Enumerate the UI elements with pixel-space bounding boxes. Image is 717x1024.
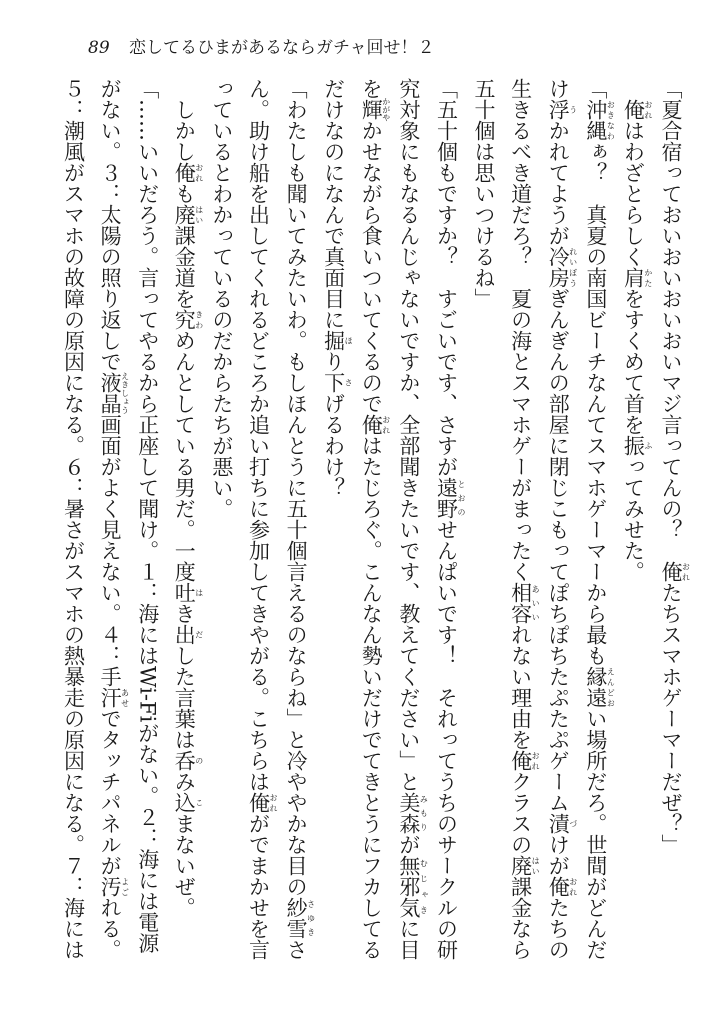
text-run: 「 — [583, 78, 608, 99]
text-run: み — [172, 771, 197, 792]
furigana: とおの — [456, 477, 466, 519]
furigana: おれ — [643, 99, 653, 120]
ruby-word: 美森みもり — [396, 792, 429, 834]
ruby-word: 汚よご — [98, 876, 130, 897]
furigana: きわ — [194, 309, 204, 330]
text-run: け — [546, 78, 571, 99]
text-run: 課金道を — [172, 225, 197, 309]
text-run: けが — [546, 834, 571, 876]
text-run: れない理由を — [508, 624, 533, 750]
furigana: う — [568, 99, 578, 120]
text-line — [92, 78, 130, 978]
text-run: ん。助け船を出してくれるどころか追い打ちに参加してきやがる。こちらは — [246, 78, 271, 792]
text-run: げるわけ？ — [321, 393, 346, 498]
text-run: がない。３：太陽の照り返しで — [98, 78, 123, 372]
ruby-word: 俺おれ — [659, 561, 691, 582]
ruby-word: 下さ — [321, 372, 354, 393]
ruby-word: 俺おれ — [359, 414, 391, 435]
furigana: えんどお — [606, 666, 616, 708]
text-run: 課金なら — [508, 876, 533, 960]
ruby-word: 紗雪さゆき — [284, 897, 316, 939]
furigana: ふ — [643, 435, 653, 456]
furigana: おれ — [381, 414, 391, 435]
ruby-word: 俺おれ — [621, 99, 653, 120]
furigana: こ — [194, 792, 204, 813]
furigana: あいい — [531, 582, 541, 624]
ruby-word: 無邪気むじゃき — [396, 855, 429, 918]
furigana: かがや — [381, 97, 391, 122]
ruby-word: 究きわ — [172, 309, 204, 330]
ruby-word: 吐は — [172, 582, 204, 603]
ruby-word: 沖縄おきなわ — [583, 99, 616, 141]
text-run: 五十個は思いつけるね」 — [472, 78, 497, 309]
text-run: かせながら食いついてくるので — [359, 120, 384, 414]
ruby-word: 廃はい — [172, 204, 204, 225]
text-run: っているとわかっているのだからたちが悪い。 — [209, 78, 234, 519]
text-line — [615, 78, 653, 978]
running-header — [88, 33, 435, 58]
furigana: えきしょう — [120, 372, 130, 414]
text-run: クラスの — [508, 771, 533, 855]
text-run: に目 — [396, 918, 421, 960]
ruby-word: 掘ほ — [321, 330, 354, 351]
text-run: ５：潮風がスマホの故障の原因になる。６：暑さがスマホの熱暴走の原因になる。７：海には — [61, 78, 86, 960]
ruby-word: 漬づ — [546, 813, 578, 834]
ruby-word: 遠野とおの — [434, 477, 466, 519]
furigana: はい — [194, 204, 204, 225]
text-line — [315, 78, 353, 978]
text-line — [428, 78, 466, 978]
text-run: はわざとらしく — [621, 120, 646, 267]
text-run: はたじろぐ。こんなん勢いだけでてきとうにフカしてる — [359, 435, 384, 960]
text-run: を — [359, 78, 384, 99]
furigana: かた — [643, 267, 653, 288]
text-line — [240, 78, 278, 978]
ruby-word: 廃はい — [508, 855, 541, 876]
ruby-word: 俺おれ — [546, 876, 578, 897]
text-line — [203, 78, 240, 978]
text-run: ぎんぎんの部屋に閉じこもってぽちぽちたぷたぷゲーム — [546, 288, 571, 813]
ruby-word: 俺おれ — [246, 792, 278, 813]
text-run: れる。 — [98, 897, 123, 960]
text-line — [465, 78, 502, 978]
furigana: おきなわ — [606, 99, 616, 141]
text-line — [353, 78, 391, 978]
ruby-word: 汗あせ — [98, 687, 130, 708]
ruby-word: 液晶えきしょう — [98, 372, 130, 414]
text-line — [577, 78, 615, 978]
text-run: をすくめて首を — [621, 288, 646, 435]
text-line — [277, 78, 315, 978]
ruby-word: 出だ — [172, 624, 204, 645]
text-run: い場所だろ。世間がどんだ — [583, 708, 608, 960]
text-run: 究対象にもなるんじゃないですか、全部聞きたいです、教えてください」と — [396, 78, 421, 792]
ruby-word: 縁遠えんどお — [583, 666, 616, 708]
text-run: ってみせた。 — [621, 456, 646, 582]
text-run: しかし — [172, 78, 197, 162]
furigana: おれ — [681, 561, 691, 582]
furigana: よご — [120, 876, 130, 897]
furigana: れいぼう — [568, 246, 578, 288]
furigana: はい — [531, 855, 541, 876]
furigana: むじゃき — [419, 855, 429, 918]
text-run: 「わたしも聞いてみたいわ。もしほんとうに五十個言えるのならね」と冷ややかな目の — [284, 78, 309, 897]
text-run: たちの — [546, 897, 571, 960]
text-run: たちスマホゲーマーだぜ？」 — [659, 582, 683, 855]
furigana: の — [194, 750, 204, 771]
text-run: さ — [284, 939, 309, 960]
text-line — [129, 78, 166, 978]
text-run: せんぱいです！ それってうちのサークルの研 — [434, 519, 459, 960]
ruby-word: 輝かがや — [359, 97, 391, 122]
ruby-word: 呑の — [172, 750, 204, 771]
text-run: した言葉は — [172, 645, 197, 750]
text-run: き — [172, 603, 197, 624]
text-run: 「……いいだろう。言ってやるから正座して聞け。１：海にはWi-Fiがない。２：海には電源 — [135, 78, 160, 954]
text-line — [502, 78, 540, 978]
text-line — [390, 78, 428, 978]
text-line — [652, 78, 690, 978]
furigana: さゆき — [306, 897, 316, 939]
text-line — [540, 78, 578, 978]
ruby-word: 込こ — [172, 792, 204, 813]
furigana: おれ — [268, 792, 278, 813]
text-run: がでまかせを言 — [246, 813, 271, 960]
furigana: ほ — [344, 330, 354, 351]
furigana: みもり — [419, 792, 429, 834]
ruby-word: 冷房れいぼう — [546, 246, 578, 288]
furigana: おれ — [568, 876, 578, 897]
furigana: あせ — [120, 687, 130, 708]
text-run: だけなのになんで真面目に — [321, 78, 346, 330]
ruby-word: 肩かた — [621, 267, 653, 288]
text-run: まないぜ。 — [172, 813, 197, 918]
text-run: ぁ？ 真夏の南国ビーチなんてスマホゲーマーから最も — [583, 141, 608, 666]
book-title: 恋してるひまがあるならガチャ回せ！２ — [129, 38, 435, 58]
furigana: づ — [568, 813, 578, 834]
text-run: 生きるべき道だろ？ 夏の海とスマホゲーがまったく — [508, 78, 533, 582]
furigana: は — [194, 582, 204, 603]
vertical-body-text — [55, 78, 690, 978]
text-run: り — [321, 351, 346, 372]
page-number: 89 — [88, 38, 110, 58]
text-run: かれてようが — [546, 120, 571, 246]
furigana: おれ — [194, 162, 204, 183]
text-run: めんとしている男だ。一度 — [172, 330, 197, 582]
text-run: も — [172, 183, 197, 204]
furigana: おれ — [531, 750, 541, 771]
text-line — [55, 78, 92, 978]
ruby-word: 相容あいい — [508, 582, 541, 624]
text-run: が — [396, 834, 421, 855]
text-run — [621, 78, 645, 99]
furigana: だ — [194, 624, 204, 645]
text-run: でタッチパネルが — [98, 708, 123, 876]
ruby-word: 浮う — [546, 99, 578, 120]
text-run: 画面がよく見えない。４：手 — [98, 414, 123, 687]
text-run: 「五十個もですか？ すごいです、さすが — [434, 78, 459, 477]
furigana: さ — [344, 372, 354, 393]
ruby-word: 俺おれ — [508, 750, 541, 771]
ruby-word: 振ふ — [621, 435, 653, 456]
text-run: 「夏合宿っておいおいおいおいマジ言ってんの？ — [659, 78, 683, 561]
ruby-word: 俺おれ — [172, 162, 204, 183]
text-line — [166, 78, 204, 978]
